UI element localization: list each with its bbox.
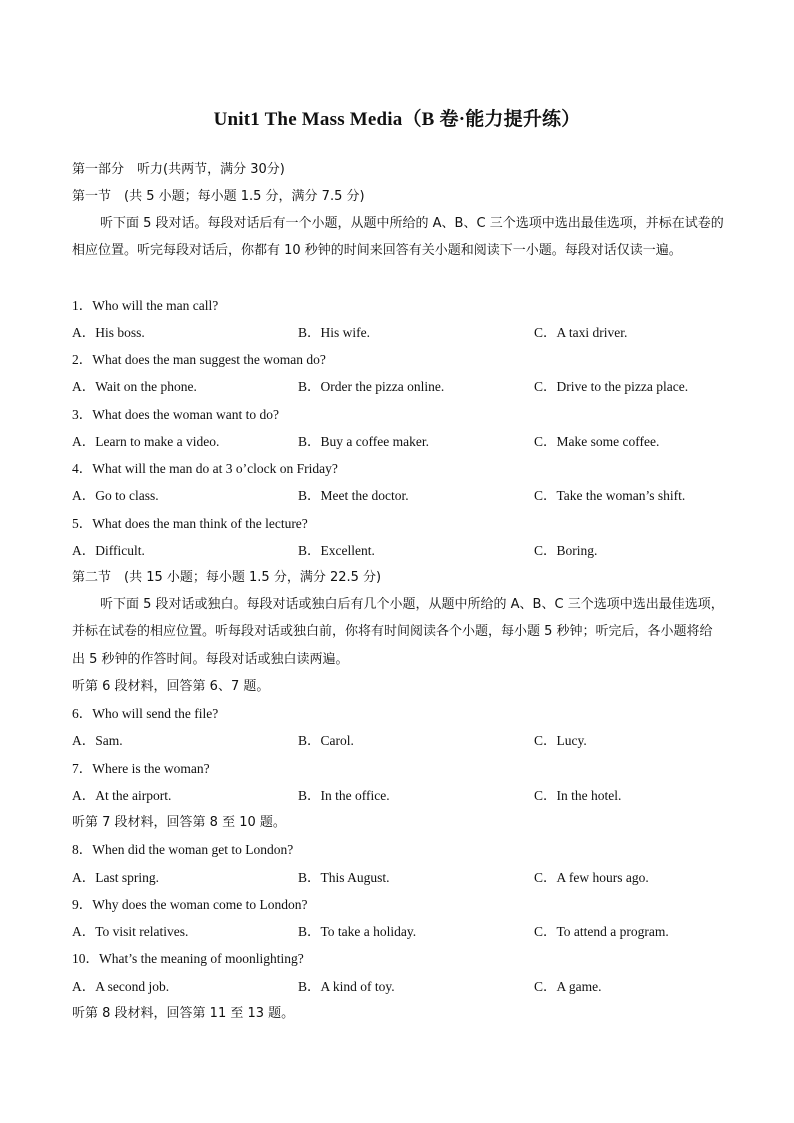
- section1-heading: 第一节 (共 5 小题；每小题 1.5 分，满分 7.5 分): [72, 189, 365, 204]
- q6-option-b: B．Carol.: [298, 733, 354, 748]
- q2-option-b: B．Order the pizza online.: [298, 379, 445, 394]
- page-title: Unit1 The Mass Media（B 卷·能力提升练）: [213, 109, 581, 130]
- q10-option-a: A．A second job.: [72, 979, 170, 994]
- section2-heading: 第二节 (共 15 小题；每小题 1.5 分，满分 22.5 分): [72, 570, 382, 585]
- question-3: 3．What does the woman want to do?: [72, 407, 279, 422]
- q6-option-c: C．Lucy.: [534, 733, 587, 748]
- q1-option-a: A．His boss.: [72, 325, 145, 340]
- material-6-note: 听第 6 段材料，回答第 6、7 题。: [72, 679, 270, 694]
- q8-option-a: A．Last spring.: [72, 870, 159, 885]
- question-10: 10．What’s the meaning of moonlighting?: [72, 951, 304, 966]
- question-1: 1．Who will the man call?: [72, 298, 219, 313]
- q8-option-b: B．This August.: [298, 870, 390, 885]
- q3-option-b: B．Buy a coffee maker.: [298, 434, 429, 449]
- q3-option-c: C．Make some coffee.: [534, 434, 660, 449]
- question-5: 5．What does the man think of the lecture?: [72, 516, 308, 531]
- q5-option-a: A．Difficult.: [72, 543, 145, 558]
- q7-option-a: A．At the airport.: [72, 788, 172, 803]
- question-4: 4．What will the man do at 3 o’clock on Friday?: [72, 461, 338, 476]
- q5-option-c: C．Boring.: [534, 543, 598, 558]
- q5-option-b: B．Excellent.: [298, 543, 375, 558]
- q7-option-b: B．In the office.: [298, 788, 390, 803]
- q1-option-b: B．His wife.: [298, 325, 370, 340]
- q9-option-c: C．To attend a program.: [534, 924, 669, 939]
- q9-option-b: B．To take a holiday.: [298, 924, 417, 939]
- q7-option-c: C．In the hotel.: [534, 788, 622, 803]
- q4-option-c: C．Take the woman’s shift.: [534, 488, 686, 503]
- question-8: 8．When did the woman get to London?: [72, 842, 294, 857]
- q8-option-c: C．A few hours ago.: [534, 870, 649, 885]
- q2-option-c: C．Drive to the pizza place.: [534, 379, 689, 394]
- material-8-note: 听第 8 段材料，回答第 11 至 13 题。: [72, 1006, 295, 1021]
- q9-option-a: A．To visit relatives.: [72, 924, 189, 939]
- section2-instructions-text: 听下面 5 段对话或独白。每段对话或独白后有几个小题，从题中所给的 A、B、C 三个选项中选出最佳选项，并标在试卷的相应位置。听每段对话或独白前，你将有时间阅读各个小题，每小题 5 秒钟；听完后，各小题将给出 5 秒钟的作答时间。每段对话或独白读两遍。: [72, 597, 724, 667]
- q2-option-a: A．Wait on the phone.: [72, 379, 197, 394]
- part-heading: 第一部分 听力(共两节，满分 30分): [72, 162, 285, 177]
- q4-option-b: B．Meet the doctor.: [298, 488, 409, 503]
- question-2: 2．What does the man suggest the woman do?: [72, 352, 326, 367]
- q10-option-c: C．A game.: [534, 979, 602, 994]
- question-6: 6．Who will send the file?: [72, 706, 219, 721]
- question-7: 7．Where is the woman?: [72, 761, 210, 776]
- section1-instructions: [72, 210, 724, 265]
- q10-option-b: B．A kind of toy.: [298, 979, 395, 994]
- q6-option-a: A．Sam.: [72, 733, 123, 748]
- q1-option-c: C．A taxi driver.: [534, 325, 628, 340]
- section1-instructions-text: 听下面 5 段对话。每段对话后有一个小题，从题中所给的 A、B、C 三个选项中选出最佳选项，并标在试卷的相应位置。听完每段对话后，你都有 10 秒钟的时间来回答有关小题和阅读下一小题。每段对话仅读一遍。: [72, 216, 724, 259]
- question-9: 9．Why does the woman come to London?: [72, 897, 308, 912]
- section2-instructions: [72, 591, 724, 673]
- q3-option-a: A．Learn to make a video.: [72, 434, 220, 449]
- material-7-note: 听第 7 段材料，回答第 8 至 10 题。: [72, 815, 286, 830]
- q4-option-a: A．Go to class.: [72, 488, 159, 503]
